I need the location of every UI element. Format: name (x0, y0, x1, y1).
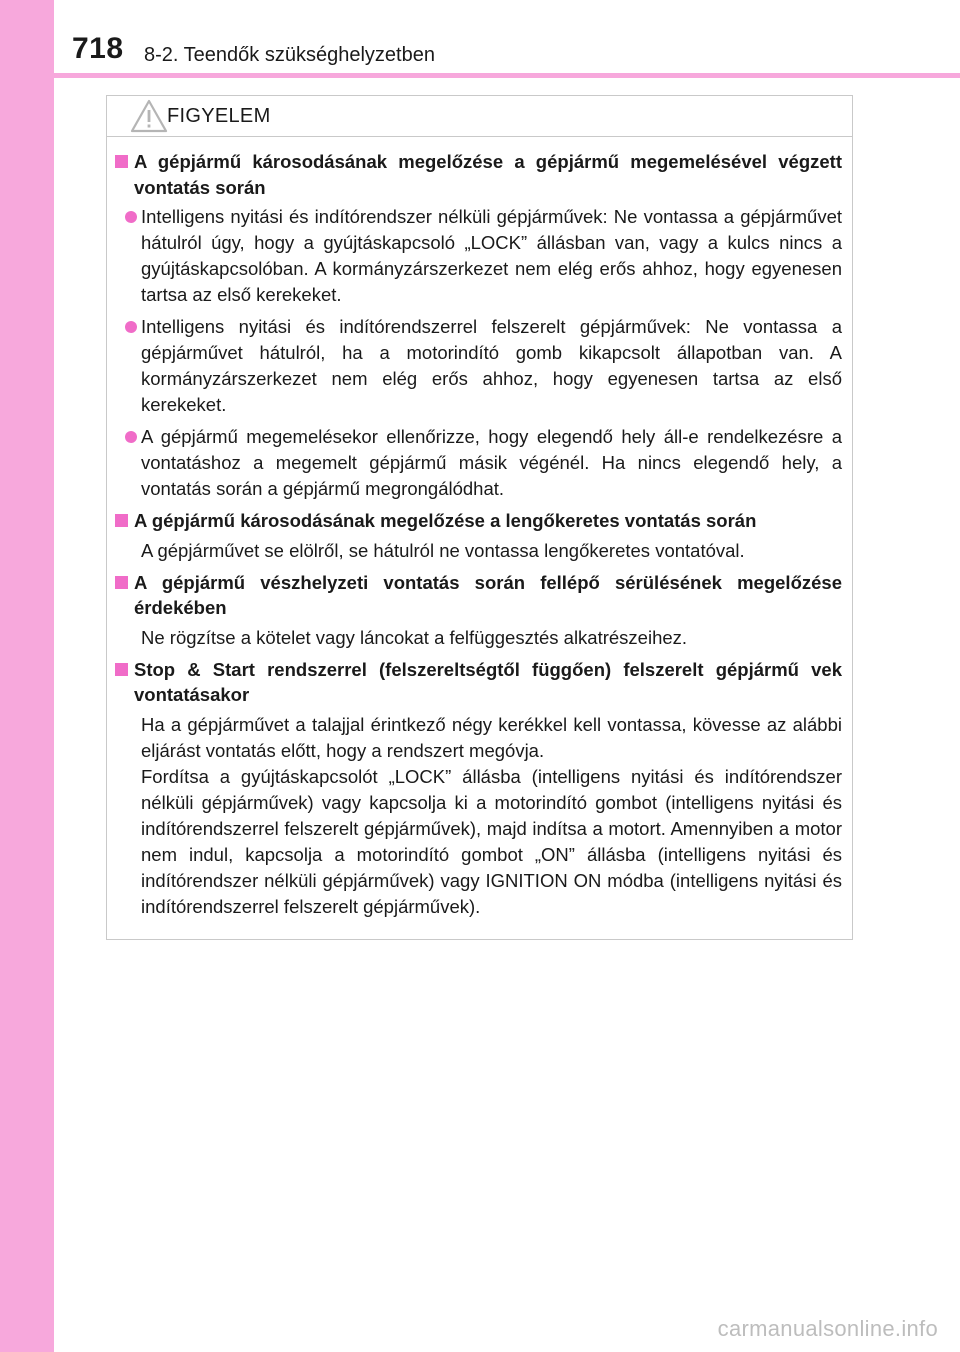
section-heading-text: A gépjármű károsodásának megelőzése a gépjármű megemelésével végzett vontatás során (134, 151, 842, 198)
list-item-text: Intelligens nyitási és indítórendszerrel felszerelt gépjárművek: Ne vontassa a gépjárművet hátulról, ha a motorindító gomb kikapcsolt állapotban van. A kormányzárszerkezet nem elég erős ahhoz, hogy egyenesen tartsa az első kerekeket. (141, 316, 842, 415)
list-item-text: Intelligens nyitási és indítórendszer nélküli gépjárművek: Ne vontassa a gépjárművet hátulról úgy, hogy a gyújtáskapcsoló „LOCK” állásban van, vagy a kulcs nincs a gyújtáskapcsolóban. A kormányzárszerkezet nem elég erős ahhoz, hogy egyenesen tartsa az első kerekeket. (141, 206, 842, 305)
round-bullet-icon (125, 431, 137, 443)
square-bullet-icon (115, 663, 128, 676)
section-paragraph: Ha a gépjárművet a talajjal érintkező négy kerékkel kell vontassa, kövesse az alábbi eljárást vontatás előtt, hogy a rendszert megóvja. (141, 713, 842, 761)
section-heading-text: A gépjármű károsodásának megelőzése a lengőkeretes vontatás során (134, 510, 757, 531)
square-bullet-icon (115, 576, 128, 589)
square-bullet-icon (115, 155, 128, 168)
warning-triangle-icon (130, 99, 168, 133)
warning-section (115, 149, 842, 502)
list-item (115, 314, 842, 418)
warning-box-header (107, 96, 852, 137)
warning-box (106, 95, 853, 940)
warning-section (115, 570, 842, 651)
section-heading (115, 149, 842, 200)
watermark: carmanualsonline.info (717, 1316, 938, 1341)
list-item (115, 424, 842, 502)
section-paragraph: Fordítsa a gyújtáskapcsolót „LOCK” állásba (intelligens nyitási és indítórendszer nélküli gépjárművek) vagy kapcsolja ki a motorindító gombot (intelligens nyitási és indítórendszerrel felszerelt gépjárművek), majd indítsa a motort. Amennyiben a motor nem indul, kapcsolja a motorindító gombot „ON” állásba (intelligens nyitási és indítórendszer nélküli gépjárművek) vagy IGNITION ON módba (intelligens nyitási és indítórendszerrel felszerelt gépjárművek). (141, 765, 842, 917)
list-item (115, 204, 842, 308)
section-paragraph: A gépjárművet se elölről, se hátulról ne vontassa lengőkeretes vontatóval. (141, 539, 745, 561)
warning-label: FIGYELEM (167, 105, 271, 127)
section-heading-text: Stop & Start rendszerrel (felszereltségtől függően) felszerelt gépjármű vek vontatásakor (134, 658, 842, 705)
section-heading (115, 570, 842, 621)
warning-section (115, 657, 842, 920)
round-bullet-icon (125, 321, 137, 333)
header-rule (54, 73, 960, 78)
warning-box-body (107, 137, 852, 920)
warning-section (115, 508, 842, 564)
round-bullet-icon (125, 211, 137, 223)
section-paragraph: Ne rögzítse a kötelet vagy láncokat a felfüggesztés alkatrészeihez. (141, 626, 688, 648)
square-bullet-icon (115, 514, 128, 527)
page-number: 718 (72, 32, 124, 65)
section-heading-text: A gépjármű vészhelyzeti vontatás során fellépő sérülésének megelőzése érdekében (134, 571, 842, 618)
section-heading (115, 508, 842, 534)
section-heading (115, 657, 842, 708)
list-item-text: A gépjármű megemelésekor ellenőrizze, hogy elegendő hely áll-e rendelkezésre a vontatáshoz a megemelt gépjármű másik végénél. Ha nincs elegendő hely, a vontatás során a gépjármű megrongálódhat. (141, 426, 842, 499)
section-title: 8-2. Teendők szükséghelyzetben (144, 44, 435, 66)
side-color-bar (0, 0, 54, 1352)
